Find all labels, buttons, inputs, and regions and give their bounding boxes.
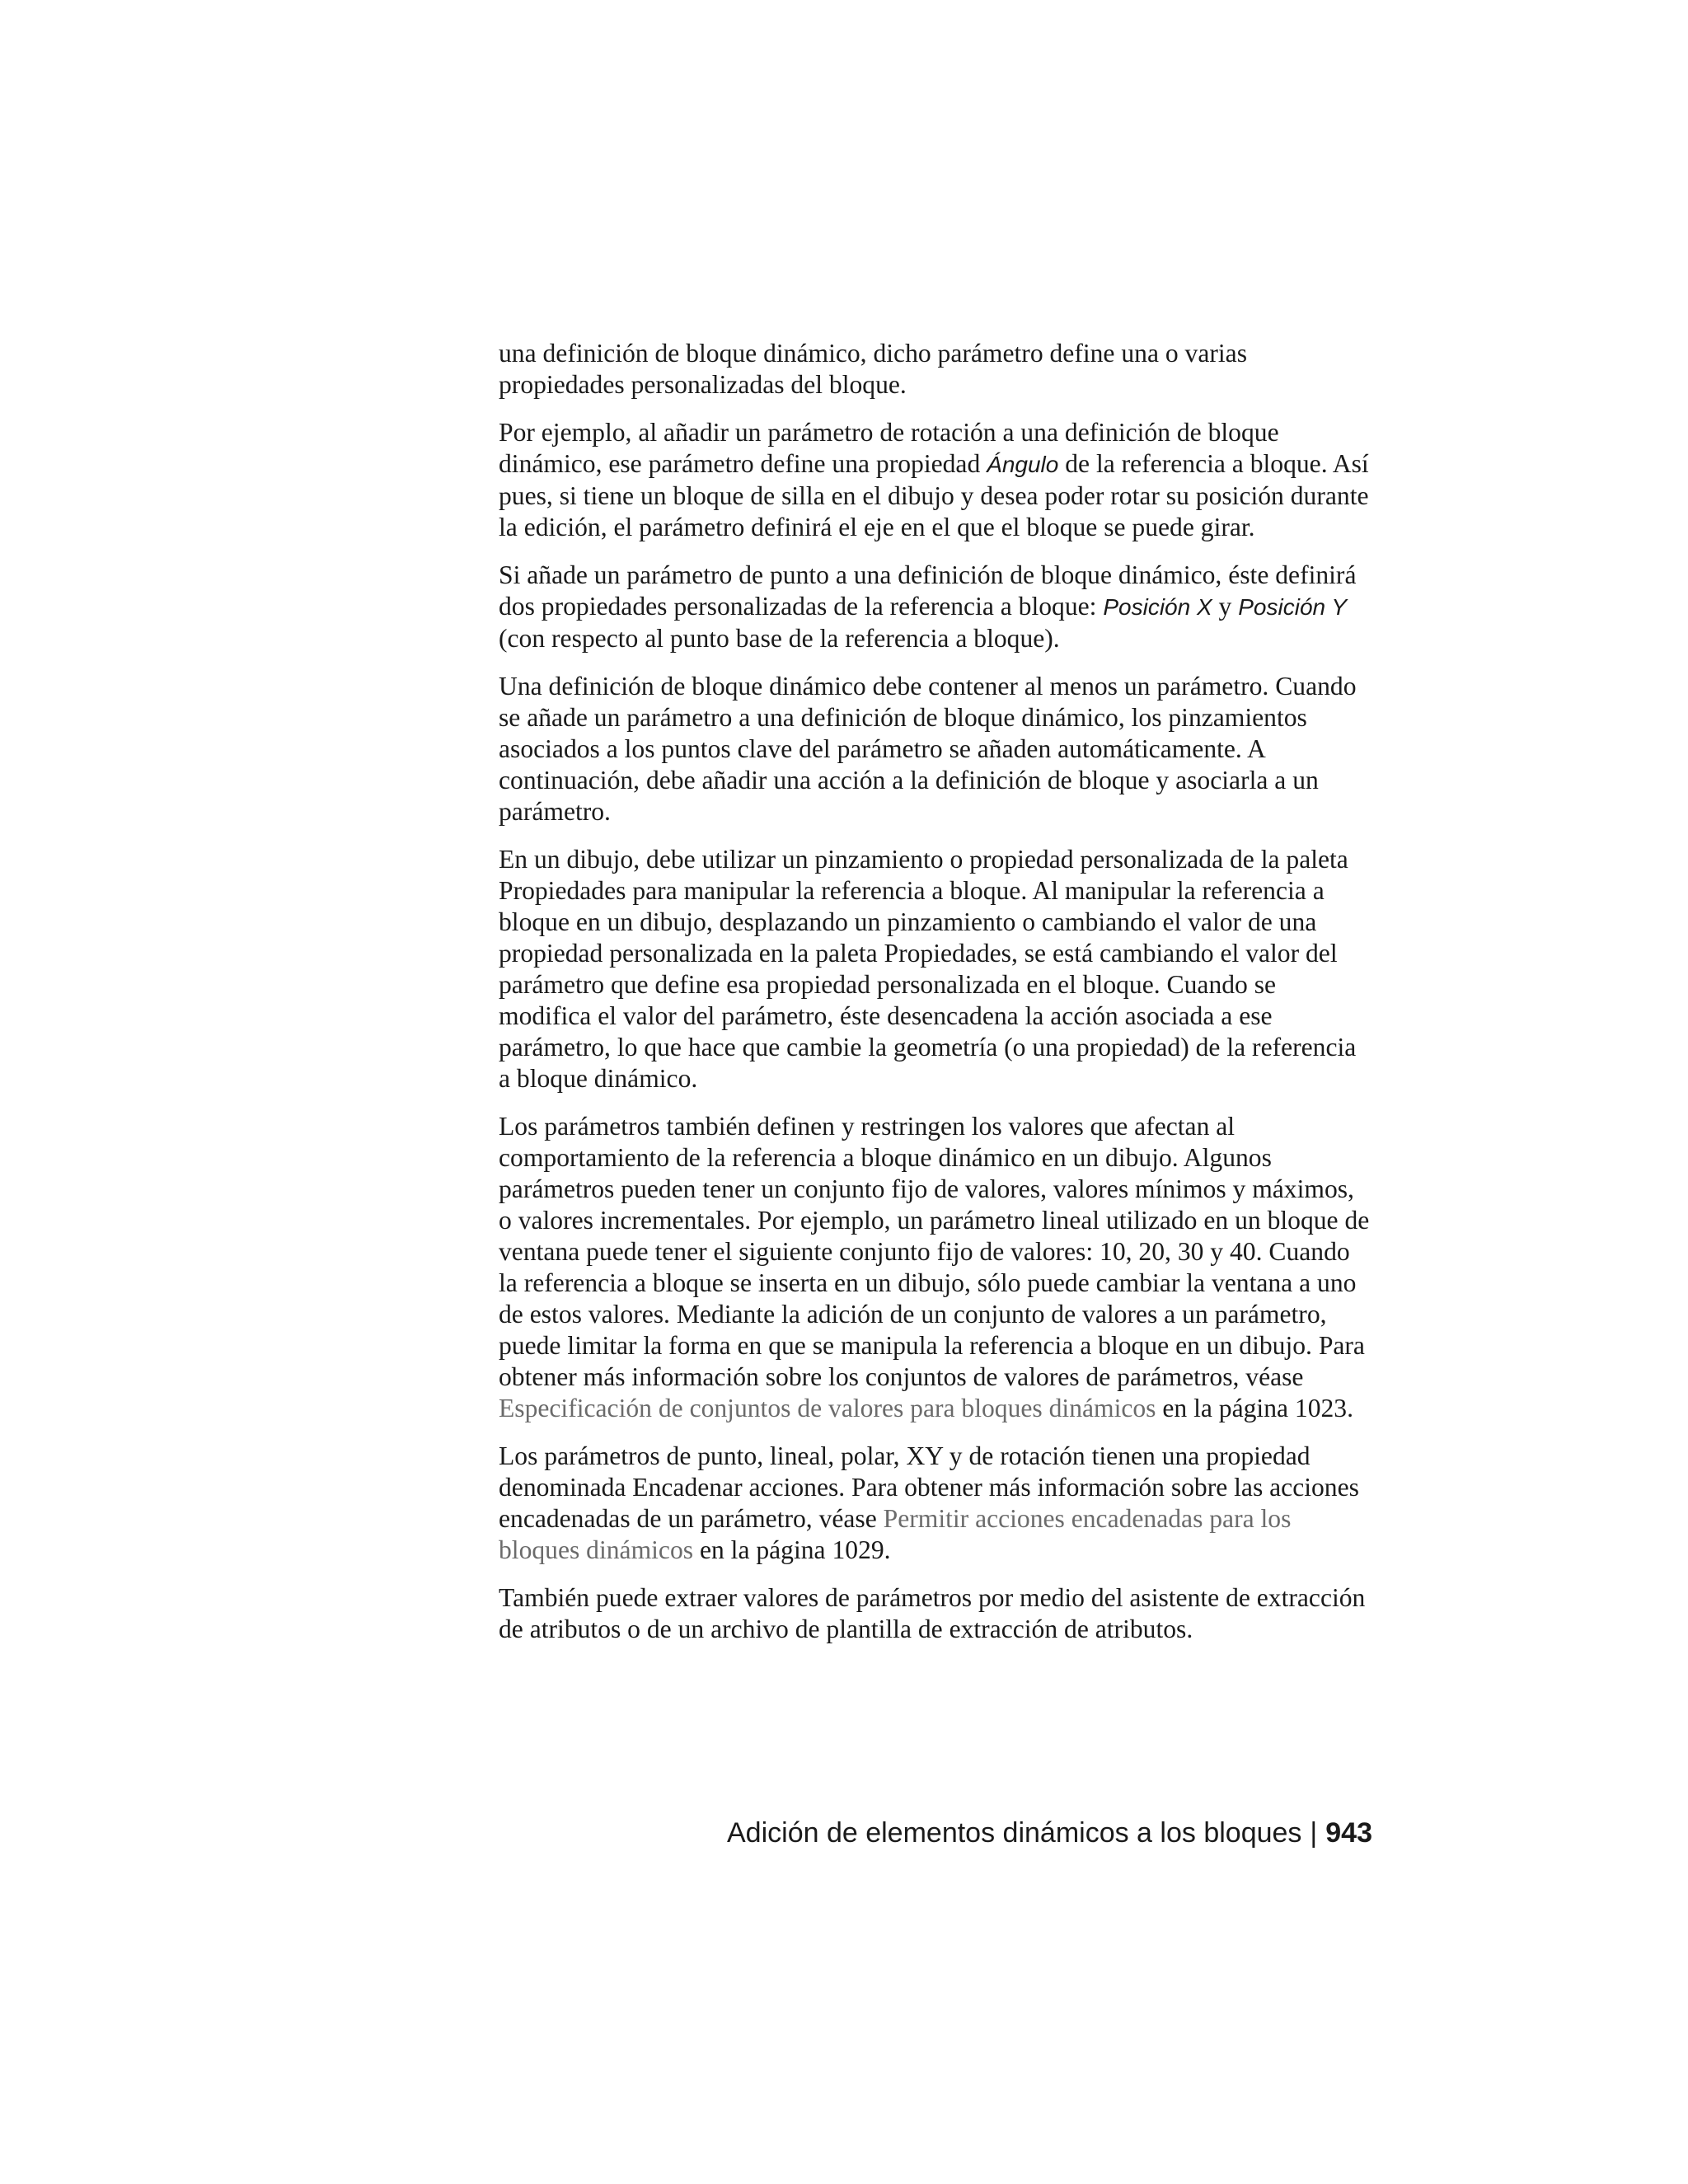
paragraph-8 <box>499 1582 1372 1645</box>
paragraph-text: Por ejemplo, al añadir un parámetro de rotación a una definición de bloque dinámico, ese parámetro define una propiedad <box>499 418 1279 478</box>
paragraph-text: de la referencia a bloque. Así pues, si tiene un bloque de silla en el dibujo y desea poder rotar su posición durante la edición, el parámetro definirá el eje en el que el bloque se puede girar. <box>499 449 1369 541</box>
paragraph-5 <box>499 844 1372 1094</box>
term-posicion-y: Posición Y <box>1238 594 1348 620</box>
footer-separator: | <box>1310 1817 1318 1849</box>
paragraph-7 <box>499 1441 1372 1566</box>
paragraph-text: en la página 1029. <box>693 1535 891 1564</box>
paragraph-text: También puede extraer valores de parámetros por medio del asistente de extracción de atributos o de un archivo de plantilla de extracción de atributos. <box>499 1583 1366 1643</box>
body-text <box>499 338 1372 1661</box>
paragraph-text: Los parámetros de punto, lineal, polar, XY y de rotación tienen una propiedad denominada Encadenar acciones. Para obtener más información sobre las acciones encadenadas de un parámetro, véase <box>499 1441 1359 1533</box>
page-number: 943 <box>1325 1817 1372 1849</box>
paragraph-text: en la página 1023. <box>1156 1394 1353 1422</box>
paragraph-text: Los parámetros también definen y restringen los valores que afectan al comportamiento de la referencia a bloque dinámico en un dibujo. Algunos parámetros pueden tener un conjunto fijo de valores, valores mínimos y máximos, o valores incrementales. Por ejemplo, un parámetro lineal utilizado en un bloque de ventana puede tener el siguiente conjunto fijo de valores: 10, 20, 30 y 40. Cuando la referencia a bloque se inserta en un dibujo, sólo puede cambiar la ventana a uno de estos valores. Mediante la adición de un conjunto de valores a un parámetro, puede limitar la forma en que se manipula la referencia a bloque en un dibujo. Para obtener más información sobre los conjuntos de valores de parámetros, véase <box>499 1112 1370 1391</box>
paragraph-text: Si añade un parámetro de punto a una definición de bloque dinámico, éste definirá dos propiedades personalizadas de la referencia a bloque: <box>499 560 1357 621</box>
paragraph-text: una definición de bloque dinámico, dicho parámetro define una o varias propiedades personalizadas del bloque. <box>499 339 1247 399</box>
paragraph-text: (con respecto al punto base de la referencia a bloque). <box>499 624 1060 653</box>
paragraph-text: y <box>1212 592 1239 621</box>
paragraph-text: Una definición de bloque dinámico debe contener al menos un parámetro. Cuando se añade un parámetro a una definición de bloque dinámico, los pinzamientos asociados a los puntos clave del parámetro se añaden automáticamente. A continuación, debe añadir una acción a la definición de bloque y asociarla a un parámetro. <box>499 672 1357 826</box>
paragraph-2 <box>499 417 1372 543</box>
footer-section-title: Adición de elementos dinámicos a los bloques <box>727 1817 1302 1849</box>
page-footer <box>727 1815 1372 1851</box>
cross-reference-link[interactable]: Especificación de conjuntos de valores para bloques dinámicos <box>499 1394 1156 1422</box>
paragraph-6 <box>499 1111 1372 1424</box>
paragraph-4 <box>499 671 1372 827</box>
paragraph-text: En un dibujo, debe utilizar un pinzamiento o propiedad personalizada de la paleta Propiedades para manipular la referencia a bloque. Al manipular la referencia a bloque en un dibujo, desplazando un pinzamiento o cambiando el valor de una propiedad personalizada en la paleta Propiedades, se está cambiando el valor del parámetro que define esa propiedad personalizada en el bloque. Cuando se modifica el valor del parámetro, éste desencadena la acción asociada a ese parámetro, lo que hace que cambie la geometría (o una propiedad) de la referencia a bloque dinámico. <box>499 845 1357 1093</box>
cross-reference-link[interactable]: Permitir acciones encadenadas para los bloques dinámicos <box>499 1504 1292 1564</box>
term-posicion-x: Posición X <box>1103 594 1212 620</box>
term-angulo: Ángulo <box>987 452 1059 477</box>
paragraph-1 <box>499 338 1372 401</box>
paragraph-3 <box>499 560 1372 654</box>
